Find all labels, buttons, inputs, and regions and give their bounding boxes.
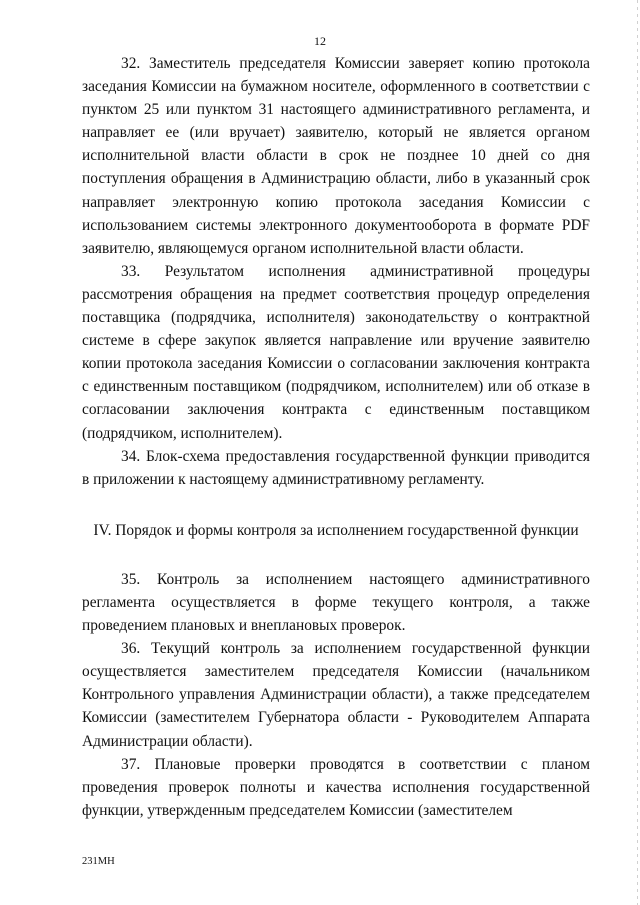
paragraph-32: 32. Заместитель председателя Комиссии заверяет копию протокола заседания Комиссии на бумажном носителе, оформленного в соответствии с пунктом 25 или пунктом 31 настоящего административного регламента, и направляет ее (или вручает) заявителю, который не является органом исполнительной власти области в срок не позднее 10 дней со дня поступления обращения в Администрацию области, либо в указанный срок направляет электронную копию протокола заседания Комиссии с использованием системы электронного документооборота в формате PDF заявителю, являющемуся органом исполнительной власти области. (82, 55, 590, 257)
paragraph-37: 37. Плановые проверки проводятся в соответствии с планом проведения проверок полноты и качества исполнения государственной функции, утвержденным председателем Комиссии (заместителем (82, 755, 590, 819)
section-heading: IV. Порядок и формы контроля за исполнением государственной функции (93, 521, 579, 539)
paragraph-36: 36. Текущий контроль за исполнением государственной функции осуществляется заместителем председателя Комиссии (начальником Контрольного управления Администрации области), а также председателем Комиссии (заместителем Губернатора области - Руководителем Аппарата Администрации области). (82, 640, 590, 750)
scan-edge-line (637, 0, 638, 905)
paragraph-33: 33. Результатом исполнения административной процедуры рассмотрения обращения на предмет соответствия процедур определения поставщика (подрядчика, исполнителя) законодательству о контрактной системе в сфере закупок является направление или вручение заявителю копии протокола заседания Комиссии о согласовании заключения контракта с единственным поставщиком (подрядчиком, исполнителем) или об отказе в согласовании заключения контракта с единственным поставщиком (подрядчиком, исполнителем). (82, 262, 590, 442)
document-body (82, 52, 590, 822)
paragraph-34: 34. Блок-схема предоставления государственной функции приводится в приложении к настоящему административному регламенту. (82, 447, 590, 488)
paragraph-35: 35. Контроль за исполнением настоящего административного регламента осуществляется в форме текущего контроля, а также проведением плановых и внеплановых проверок. (82, 570, 590, 635)
footer-code: 231МН (82, 856, 115, 867)
page-number: 12 (314, 34, 326, 48)
